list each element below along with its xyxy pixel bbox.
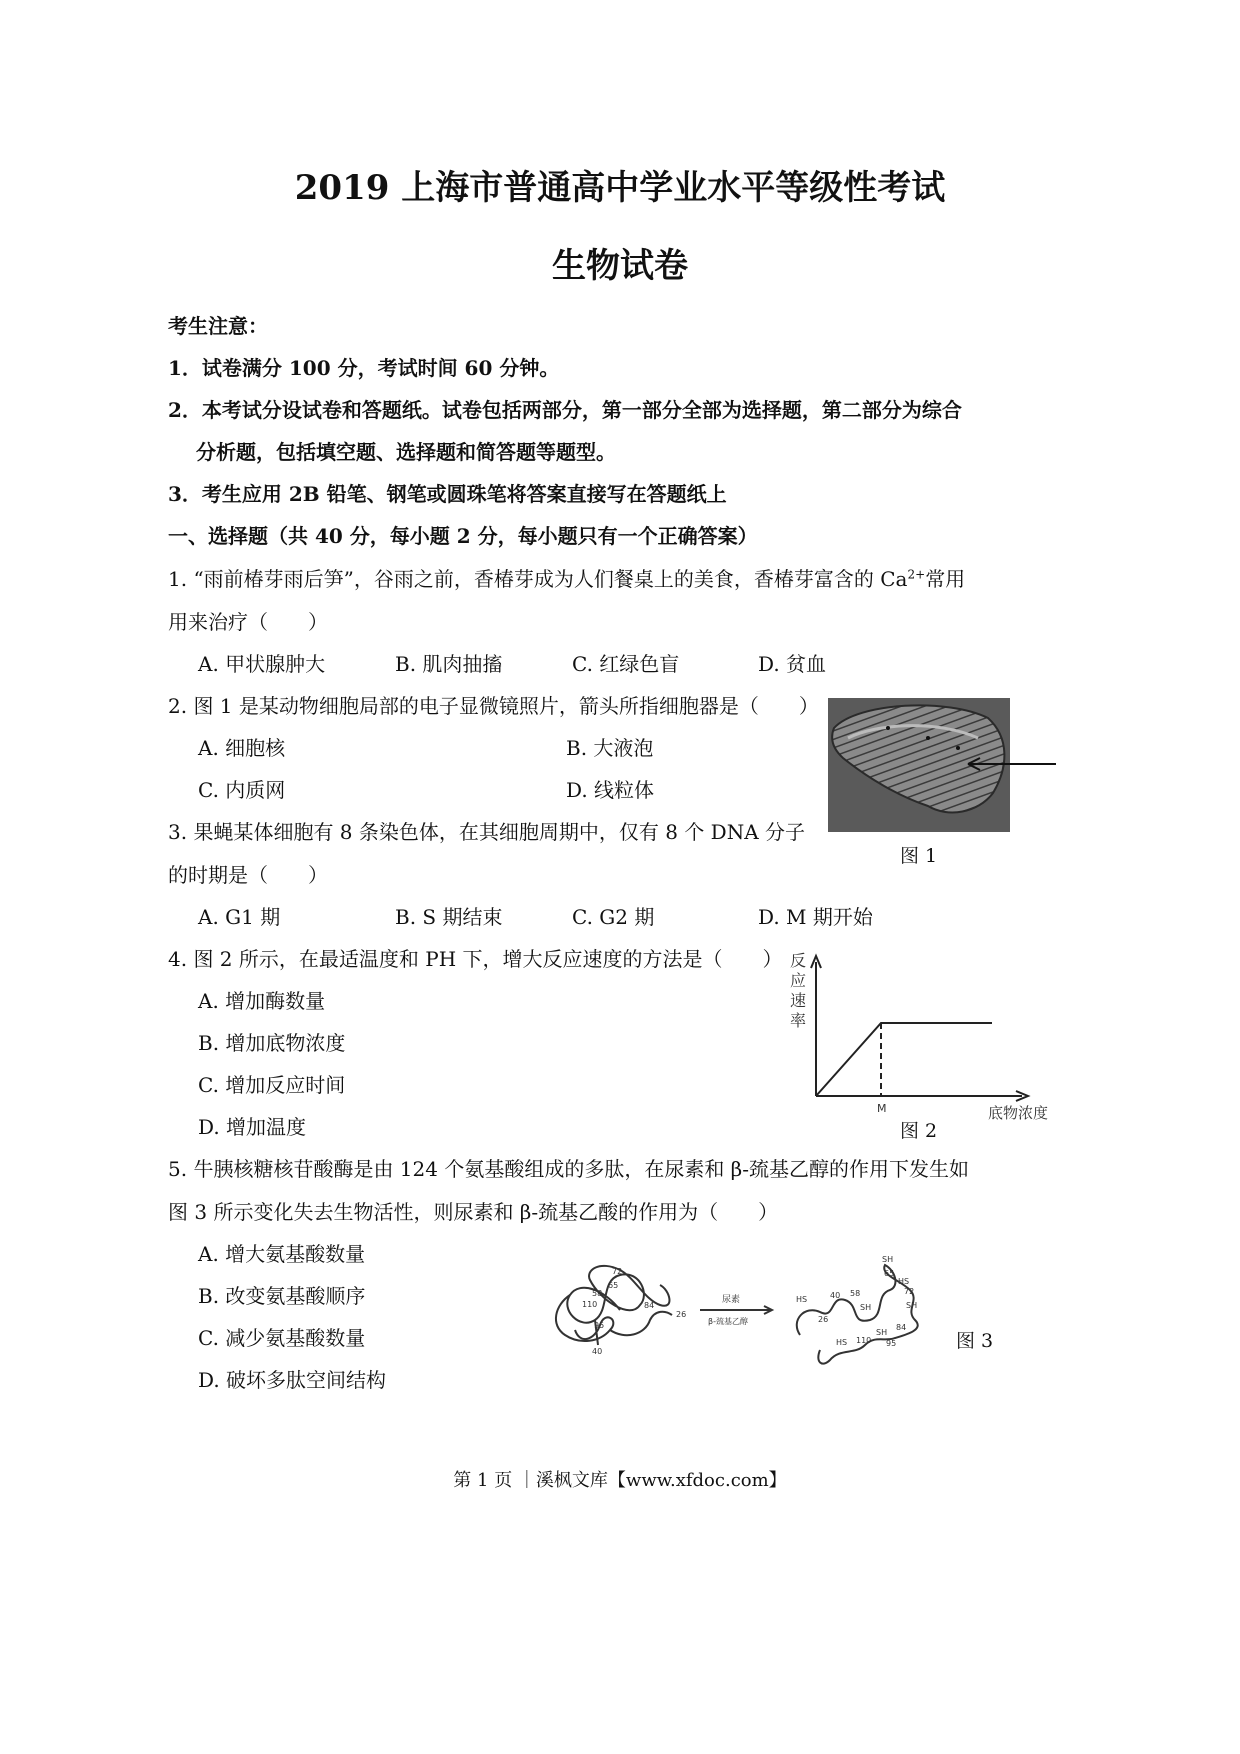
question-1-line-2: 用来治疗（ ） bbox=[168, 610, 328, 634]
label: 26 bbox=[676, 1310, 687, 1319]
label: SH bbox=[876, 1328, 888, 1337]
y-label-char-1: 反 bbox=[790, 951, 807, 970]
label: 26 bbox=[818, 1315, 829, 1324]
page-subtitle: 生物试卷 bbox=[552, 246, 688, 286]
q5-option-b: B. 改变氨基酸顺序 bbox=[198, 1284, 366, 1308]
q2-option-a: A. 细胞核 bbox=[198, 736, 286, 760]
q3-option-b: B. S 期结束 bbox=[395, 905, 503, 929]
label: HS bbox=[898, 1277, 910, 1286]
question-5-line-1: 5. 牛胰核糖核苷酸酶是由 124 个氨基酸组成的多肽，在尿素和 β-巯基乙醇的作用下发生如 bbox=[168, 1157, 970, 1181]
label: SH bbox=[906, 1301, 918, 1310]
q3-option-c: C. G2 期 bbox=[572, 905, 655, 929]
label: 84 bbox=[896, 1323, 907, 1332]
y-label-char-4: 率 bbox=[790, 1011, 807, 1030]
q2-option-c: C. 内质网 bbox=[198, 778, 286, 802]
arrow-label-bottom: β-巯基乙醇 bbox=[708, 1317, 748, 1326]
label: HS bbox=[836, 1338, 848, 1347]
page-title: 2019 上海市普通高中学业水平等级性考试 bbox=[294, 168, 946, 208]
label: 72 bbox=[612, 1267, 623, 1276]
q5-option-d: D. 破坏多肽空间结构 bbox=[198, 1368, 387, 1392]
question-1-text-end: 常用 bbox=[925, 567, 966, 591]
label: 95 bbox=[886, 1339, 897, 1348]
y-label-char-2: 应 bbox=[790, 971, 807, 990]
label: 40 bbox=[592, 1347, 603, 1356]
arrow-label-top: 尿素 bbox=[722, 1295, 741, 1305]
label: 40 bbox=[830, 1291, 841, 1300]
figure-3-caption: 图 3 bbox=[956, 1330, 994, 1352]
label: SH bbox=[882, 1255, 894, 1264]
label: 95 bbox=[594, 1321, 605, 1330]
q1-option-a: A. 甲状腺肿大 bbox=[198, 652, 326, 676]
q4-option-d: D. 增加温度 bbox=[198, 1115, 307, 1139]
superscript: 2+ bbox=[907, 567, 926, 582]
q2-option-b: B. 大液泡 bbox=[566, 736, 654, 760]
figure-3-protein-denaturation bbox=[500, 1250, 940, 1380]
section-heading: 一、选择题（共 40 分，每小题 2 分，每小题只有一个正确答案） bbox=[168, 524, 758, 548]
figure-1-micrograph bbox=[828, 698, 1068, 838]
label: HS bbox=[796, 1295, 808, 1304]
question-2-line-1: 2. 图 1 是某动物细胞局部的电子显微镜照片，箭头所指细胞器是（ ） bbox=[168, 694, 819, 718]
q4-option-a: A. 增加酶数量 bbox=[198, 989, 326, 1013]
q2-option-d: D. 线粒体 bbox=[566, 778, 655, 802]
rate-curve bbox=[816, 1023, 992, 1096]
y-label-char-3: 速 bbox=[790, 991, 807, 1010]
q4-option-c: C. 增加反应时间 bbox=[198, 1073, 346, 1097]
notice-item-2: 2．本考试分设试卷和答题纸。试卷包括两部分，第一部分全部为选择题，第二部分为综合 bbox=[168, 398, 962, 422]
question-4-line-1: 4. 图 2 所示，在最适温度和 PH 下，增大反应速度的方法是（ ） bbox=[168, 947, 783, 971]
q5-option-a: A. 增大氨基酸数量 bbox=[198, 1242, 366, 1266]
x-tick-label: M bbox=[877, 1102, 887, 1115]
label: 58 bbox=[592, 1289, 603, 1298]
q1-option-c: C. 红绿色盲 bbox=[572, 652, 680, 676]
label: 110 bbox=[856, 1336, 872, 1345]
question-1-text: 1. “雨前椿芽雨后笋”，谷雨之前，香椿芽成为人们餐桌上的美食，香椿芽富含的 Ca bbox=[168, 567, 908, 591]
page-footer: 第 1 页 ｜溪枫文库【www.xfdoc.com】 bbox=[453, 1470, 787, 1491]
label: 72 bbox=[904, 1287, 915, 1296]
question-1-line-1 bbox=[168, 563, 965, 592]
label: SH bbox=[860, 1303, 872, 1312]
q1-option-d: D. 贫血 bbox=[758, 652, 827, 676]
q5-option-c: C. 减少氨基酸数量 bbox=[198, 1326, 366, 1350]
question-5-line-2: 图 3 所示变化失去生物活性，则尿素和 β-巯基乙酸的作用为（ ） bbox=[168, 1200, 779, 1224]
q3-option-a: A. G1 期 bbox=[198, 905, 281, 929]
label: 84 bbox=[644, 1301, 655, 1310]
q1-option-b: B. 肌肉抽搐 bbox=[395, 652, 503, 676]
notice-heading: 考生注意： bbox=[168, 314, 268, 338]
notice-item-1: 1．试卷满分 100 分，考试时间 60 分钟。 bbox=[168, 356, 560, 380]
label: 58 bbox=[850, 1289, 861, 1298]
question-3-line-2: 的时期是（ ） bbox=[168, 863, 328, 887]
label: 110 bbox=[582, 1300, 598, 1309]
q4-option-b: B. 增加底物浓度 bbox=[198, 1031, 346, 1055]
figure-1-caption: 图 1 bbox=[900, 845, 938, 867]
notice-item-2-cont: 分析题，包括填空题、选择题和简答题等题型。 bbox=[196, 440, 616, 464]
notice-item-3: 3．考生应用 2B 铅笔、钢笔或圆珠笔将答案直接写在答题纸上 bbox=[168, 482, 727, 506]
q3-option-d: D. M 期开始 bbox=[758, 905, 873, 929]
label: 65 bbox=[608, 1281, 619, 1290]
question-3-line-1: 3. 果蝇某体细胞有 8 条染色体，在其细胞周期中，仅有 8 个 DNA 分子 bbox=[168, 820, 806, 844]
figure-2-graph bbox=[780, 948, 1070, 1128]
figure-2-caption: 图 2 bbox=[900, 1120, 938, 1142]
label: 65 bbox=[884, 1269, 895, 1278]
x-axis-label: 底物浓度 bbox=[988, 1104, 1049, 1122]
